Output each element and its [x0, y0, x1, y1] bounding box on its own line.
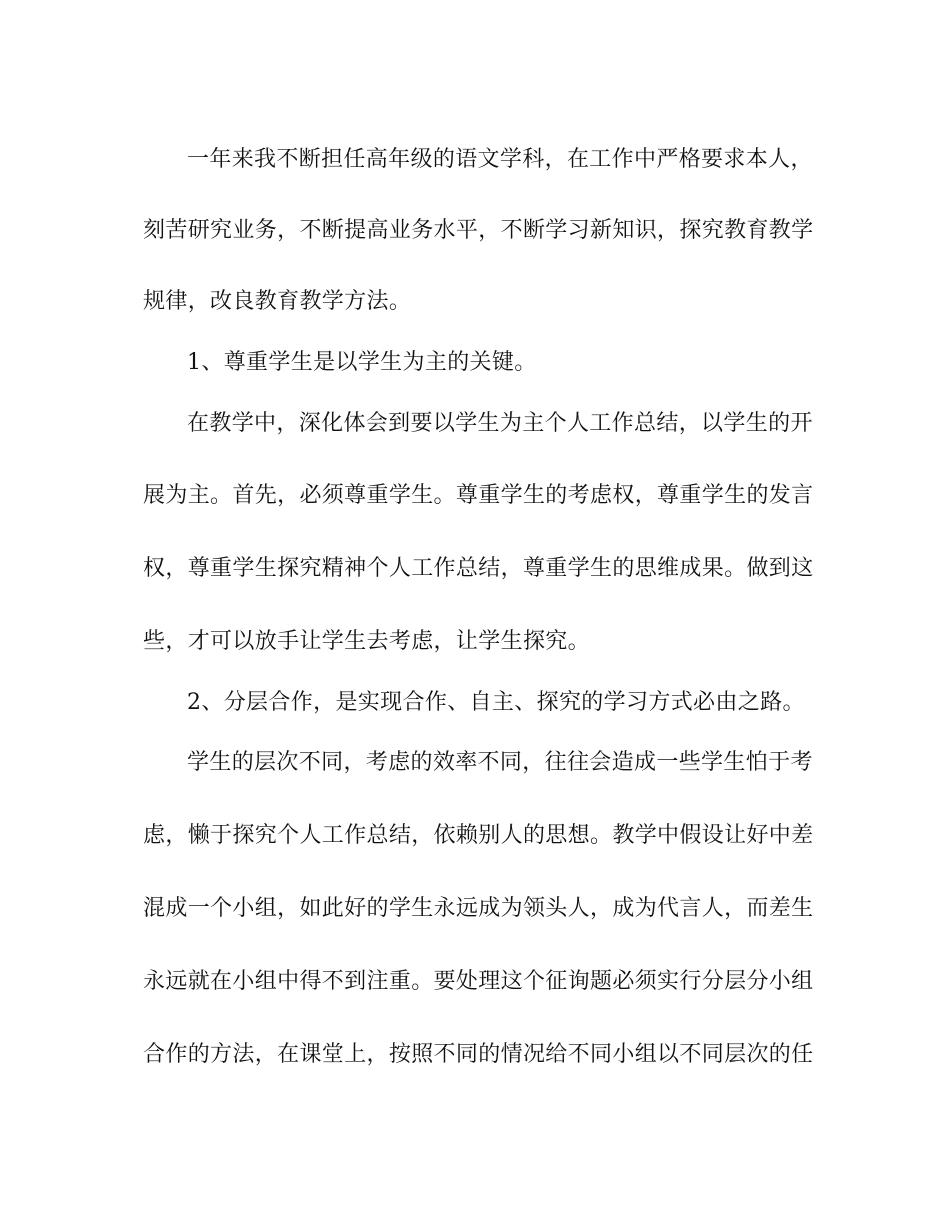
- section-heading: 1、尊重学生是以学生为主的关键。: [187, 350, 537, 375]
- paragraph-line: 虑，懒于探究个人工作总结，依赖别人的思想。教学中假设让好中差: [143, 823, 814, 848]
- paragraph-line: 一年来我不断担任高年级的语文学科，在工作中严格要求本人，: [187, 147, 813, 172]
- paragraph-line: 权，尊重学生探究精神个人工作总结，尊重学生的思维成果。做到这: [143, 556, 814, 581]
- paragraph-line: 刻苦研究业务，不断提高业务水平，不断学习新知识，探究教育教学: [143, 218, 814, 243]
- section-heading: 2、分层合作，是实现合作、自主、探究的学习方式必由之路。: [187, 690, 805, 715]
- paragraph-line: 在教学中，深化体会到要以学生为主个人工作总结，以学生的开: [187, 411, 813, 436]
- paragraph-line: 学生的层次不同，考虑的效率不同，往往会造成一些学生怕于考: [187, 750, 813, 775]
- paragraph-line: 些，才可以放手让学生去考虑，让学生探究。: [143, 629, 591, 654]
- paragraph-line: 混成一个小组，如此好的学生永远成为领头人，成为代言人，而差生: [143, 896, 814, 921]
- paragraph-line: 规律，改良教育教学方法。: [143, 289, 412, 314]
- paragraph-line: 合作的方法，在课堂上，按照不同的情况给不同小组以不同层次的任: [143, 1042, 814, 1067]
- paragraph-line: 永远就在小组中得不到注重。要处理这个征询题必须实行分层分小组: [143, 969, 814, 994]
- paragraph-line: 展为主。首先，必须尊重学生。尊重学生的考虑权，尊重学生的发言: [143, 483, 814, 508]
